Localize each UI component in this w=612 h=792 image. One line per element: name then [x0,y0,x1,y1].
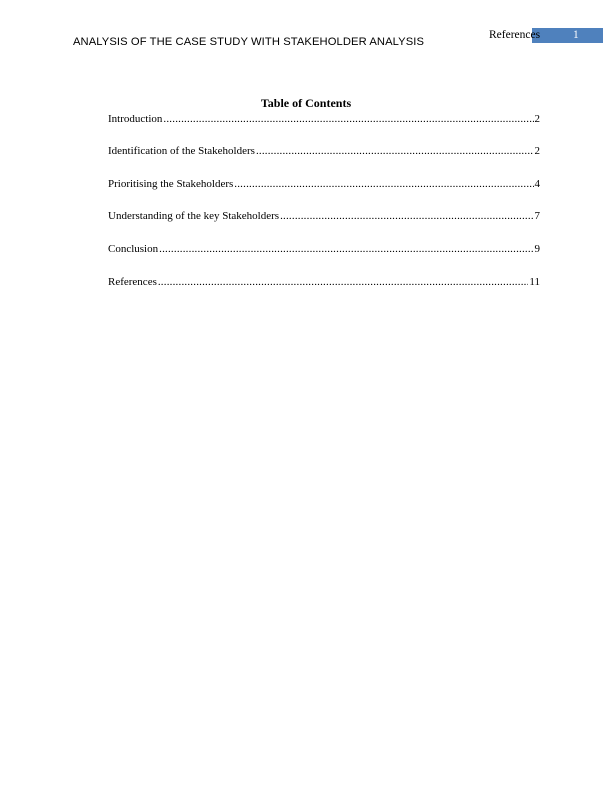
toc-entry-conclusion[interactable] [108,243,540,256]
running-head: ANALYSIS OF THE CASE STUDY WITH STAKEHOLDER ANALYSIS [73,36,425,48]
toc-entry-references[interactable] [108,276,540,289]
toc-entry-page: 7 [534,210,540,222]
toc-entry-introduction[interactable] [108,113,540,126]
toc-entry-identification[interactable] [108,145,540,158]
page-number: 1 [573,29,579,41]
toc-entry-page: 11 [529,276,540,288]
toc-entry-understanding[interactable] [108,210,540,223]
page-number-box [532,28,603,43]
toc-entry-label: Conclusion [108,243,159,255]
toc-entry-prioritising[interactable] [108,178,540,191]
toc-dot-leader [158,276,529,289]
toc-entry-page: 2 [534,145,540,157]
toc-entry-label: Understanding of the key Stakeholders [108,210,280,222]
toc-entry-label: Introduction [108,113,163,125]
toc-dot-leader [280,210,533,223]
toc-dot-leader [159,243,533,256]
toc-dot-leader [256,145,534,158]
toc-entry-page: 2 [534,113,540,125]
toc-entry-page: 4 [534,178,540,190]
toc-title: Table of Contents [260,96,352,110]
toc-entry-label: Identification of the Stakeholders [108,145,255,157]
header-tag: References [489,29,541,41]
toc-entry-page: 9 [534,243,540,255]
toc-entry-label: References [108,276,157,288]
toc-dot-leader [234,178,533,191]
toc-entry-label: Prioritising the Stakeholders [108,178,234,190]
toc-dot-leader [163,113,533,126]
